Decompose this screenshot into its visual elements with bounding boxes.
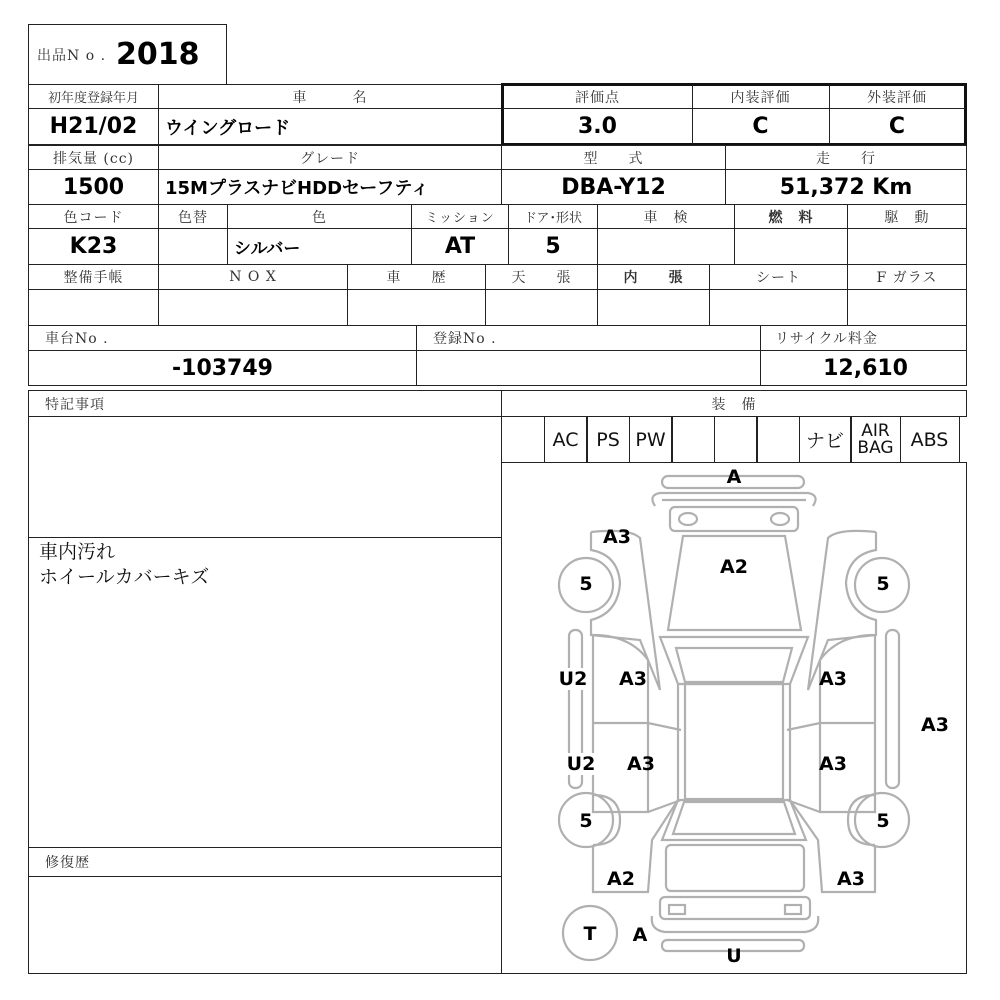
vehicle-history-label: 車 歴 <box>347 264 486 290</box>
equipment-item-navi: ナビ <box>799 416 852 463</box>
mark-left-sill-rear: U2 <box>566 753 596 775</box>
maintenance-record-value <box>28 289 159 326</box>
equipment-item-ac: AC <box>544 416 588 463</box>
color-code-value: K23 <box>28 228 159 265</box>
note-line: ホイールカバーキズ <box>39 566 210 588</box>
vehicle-history-value <box>347 289 486 326</box>
equipment-item-blank <box>501 416 545 463</box>
exterior-rating-value: C <box>888 113 906 139</box>
right-sill <box>886 630 899 788</box>
grade-value: 15MプラスナビHDDセーフティ <box>158 169 502 205</box>
displacement-label: 排気量 (cc) <box>28 145 159 170</box>
equipment-item-blank <box>756 416 800 463</box>
registration-number-value <box>416 350 761 386</box>
car-diagram <box>501 462 967 974</box>
recycle-fee-value: 12,610 <box>760 350 967 386</box>
roof <box>685 684 783 799</box>
mark-rear-bumper: A <box>632 924 648 946</box>
mark-rear-under: U <box>726 945 742 967</box>
equipment-item-ps: PS <box>586 416 630 463</box>
score-value: 3.0 <box>503 108 693 144</box>
interior-rating-label: 内装評価 <box>692 85 830 109</box>
front-right-fender <box>808 531 876 690</box>
tailgate <box>666 845 804 891</box>
headlight-right <box>771 513 789 525</box>
mark-front-left-tire: 5 <box>579 573 593 595</box>
equipment-item-blank <box>714 416 758 463</box>
special-notes-label: 特記事項 <box>28 390 502 417</box>
special-notes-top-area <box>28 416 502 538</box>
mark-left-rear-door: A3 <box>627 753 655 775</box>
displacement-value: 1500 <box>28 169 159 205</box>
drive-value <box>847 228 967 265</box>
special-notes-text <box>39 540 209 590</box>
roof-lining-value <box>485 289 598 326</box>
equipment-item-pw: PW <box>629 416 673 463</box>
transmission-value: AT <box>411 228 509 265</box>
front-grille <box>670 507 798 531</box>
equipment-label: 装 備 <box>501 390 967 417</box>
headlight-left <box>679 513 697 525</box>
exterior-rating-label: 外装評価 <box>829 85 965 109</box>
car-name-value: ウイングロード <box>158 108 502 145</box>
drive-label: 駆 動 <box>847 204 967 229</box>
equipment-item-blank <box>671 416 715 463</box>
recycle-fee-label: リサイクル料金 <box>760 325 967 351</box>
mileage-value: 51,372 Km <box>725 169 967 205</box>
seat-label: シート <box>709 264 848 290</box>
color-code-label: 色コード <box>28 204 159 229</box>
fuel-value <box>734 228 848 265</box>
interior-trim-label: 内 張 <box>597 264 710 290</box>
doors-label: ドア･形状 <box>508 204 598 229</box>
model-value: DBA-Y12 <box>501 169 726 205</box>
mark-rear-right-quarter: A3 <box>837 868 865 890</box>
inspection-label: 車 検 <box>597 204 735 229</box>
inspection-value <box>597 228 735 265</box>
taillight-left <box>669 905 685 914</box>
rear-bumper-top <box>660 897 810 919</box>
left-doors <box>593 635 681 812</box>
interior-trim-value <box>597 289 710 326</box>
repair-history-area <box>28 876 502 974</box>
score-label: 評価点 <box>503 85 693 109</box>
lot-number-box <box>28 24 227 85</box>
interior-rating-value: C <box>692 108 830 144</box>
chassis-number-label: 車台No . <box>28 325 417 351</box>
chassis-number-value: -103749 <box>28 350 417 386</box>
lot-number: 2018 <box>116 37 200 72</box>
front-left-fender <box>591 531 660 690</box>
rear-window-inner <box>673 802 795 834</box>
mark-left-sill-front: U2 <box>558 668 588 690</box>
repair-history-label: 修復歴 <box>28 847 502 877</box>
equipment-item-airbag: AIR BAG <box>850 416 901 463</box>
model-label: 型 式 <box>501 145 726 170</box>
maintenance-record-label: 整備手帳 <box>28 264 159 290</box>
note-line: 車内汚れ <box>39 541 116 563</box>
mark-spare-tire: T <box>583 923 597 945</box>
equipment-row <box>501 416 967 463</box>
doors-value: 5 <box>508 228 598 265</box>
color-value: シルバー <box>227 228 412 265</box>
grade-label: グレード <box>158 145 502 170</box>
equipment-item-abs: ABS <box>900 416 960 463</box>
mark-hood: A2 <box>720 556 748 578</box>
seat-value <box>709 289 848 326</box>
right-doors <box>787 635 875 812</box>
repaint-label: 色替 <box>158 204 228 229</box>
first-registration-value: H21/02 <box>28 108 159 145</box>
mark-right-front-door: A3 <box>819 668 847 690</box>
roof-lining-label: 天 張 <box>485 264 598 290</box>
nox-label: N O X <box>158 264 348 290</box>
mark-rear-left-tire: 5 <box>579 810 593 832</box>
first-registration-label: 初年度登録年月 <box>28 84 159 109</box>
transmission-label: ミッション <box>411 204 509 229</box>
repaint-value <box>158 228 228 265</box>
nox-value <box>158 289 348 326</box>
windshield-inner <box>676 648 792 682</box>
mark-rear-right-tire: 5 <box>876 810 890 832</box>
front-bumper <box>652 493 815 506</box>
registration-number-label: 登録No . <box>416 325 761 351</box>
mark-front-right-tire: 5 <box>876 573 890 595</box>
mark-left-front-door: A3 <box>619 668 647 690</box>
fuel-label: 燃 料 <box>734 204 848 229</box>
mark-right-rear-door: A3 <box>819 753 847 775</box>
taillight-right <box>785 905 801 914</box>
mark-front-left-fender: A3 <box>603 526 631 548</box>
mark-front-bumper: A <box>726 466 742 488</box>
front-glass-label: F ガラス <box>847 264 967 290</box>
front-glass-value <box>847 289 967 326</box>
mileage-label: 走 行 <box>725 145 967 170</box>
mark-right-sill: A3 <box>921 714 949 736</box>
special-notes-area <box>28 537 502 848</box>
mark-rear-left-quarter: A2 <box>607 868 635 890</box>
windshield <box>660 637 808 684</box>
car-name-label: 車 名 <box>158 84 502 109</box>
lot-label: 出品N o . <box>37 47 107 64</box>
hood <box>668 536 801 630</box>
color-label: 色 <box>227 204 412 229</box>
